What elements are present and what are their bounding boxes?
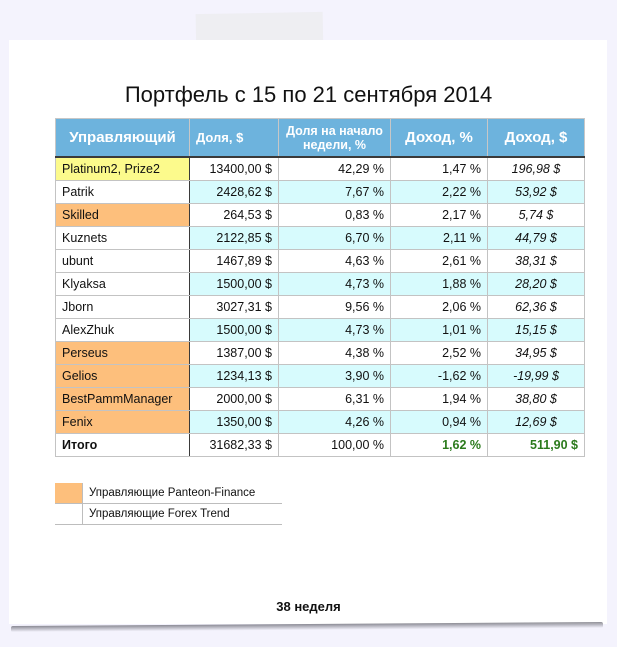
cell-income-usd: 53,92 $ [488,181,585,204]
cell-manager: Perseus [56,342,190,365]
cell-income-usd: 5,74 $ [488,204,585,227]
week-label: 38 неделя [276,599,341,614]
table-row [56,157,585,181]
cell-income-usd: 38,31 $ [488,250,585,273]
total-label: Итого [56,434,190,457]
cell-share: 13400,00 $ [190,157,279,181]
cell-share: 1350,00 $ [190,411,279,434]
cell-manager: Platinum2, Prize2 [56,157,190,181]
table-row [56,365,585,388]
total-share: 31682,33 $ [190,434,279,457]
cell-income-usd: 62,36 $ [488,296,585,319]
total-income-usd: 511,90 $ [488,434,585,457]
cell-income-usd: 28,20 $ [488,273,585,296]
cell-income-pct: 2,52 % [391,342,488,365]
cell-manager: BestPammManager [56,388,190,411]
cell-manager: Patrik [56,181,190,204]
cell-share: 2428,62 $ [190,181,279,204]
cell-manager: Klyaksa [56,273,190,296]
cell-income-pct: 1,47 % [391,157,488,181]
legend-label: Управляющие Forex Trend [83,504,283,525]
portfolio-table [55,118,585,457]
cell-share-start: 7,67 % [279,181,391,204]
total-row [56,434,585,457]
header-income-usd: Доход, $ [488,119,585,158]
cell-income-usd: 38,80 $ [488,388,585,411]
cell-income-pct: 1,01 % [391,319,488,342]
cell-share: 3027,31 $ [190,296,279,319]
cell-income-pct: 2,11 % [391,227,488,250]
table-row [56,388,585,411]
cell-share-start: 0,83 % [279,204,391,227]
cell-share: 1234,13 $ [190,365,279,388]
table-row [56,227,585,250]
legend-swatch-orange [55,483,83,504]
total-income-pct: 1,62 % [391,434,488,457]
cell-manager: Kuznets [56,227,190,250]
cell-income-pct: -1,62 % [391,365,488,388]
cell-share-start: 42,29 % [279,157,391,181]
table-row [56,181,585,204]
cell-share: 2000,00 $ [190,388,279,411]
cell-share-start: 6,31 % [279,388,391,411]
legend-item-forex [55,504,282,525]
cell-share: 264,53 $ [190,204,279,227]
cell-share: 1467,89 $ [190,250,279,273]
page-title: Портфель с 15 по 21 сентября 2014 [124,82,493,107]
table-row [56,411,585,434]
cell-income-pct: 2,06 % [391,296,488,319]
cell-share: 1500,00 $ [190,319,279,342]
cell-share-start: 3,90 % [279,365,391,388]
cell-manager: Jborn [56,296,190,319]
legend-item-panteon [55,483,282,504]
cell-share: 1387,00 $ [190,342,279,365]
cell-manager: Gelios [56,365,190,388]
header-share: Доля, $ [190,119,279,158]
legend-swatch-white [55,504,83,525]
cell-manager: Skilled [56,204,190,227]
cell-income-usd: 12,69 $ [488,411,585,434]
cell-share-start: 4,73 % [279,273,391,296]
total-share-start: 100,00 % [279,434,391,457]
cell-share-start: 4,73 % [279,319,391,342]
header-manager: Управляющий [56,119,190,158]
cell-income-pct: 2,22 % [391,181,488,204]
cell-manager: AlexZhuk [56,319,190,342]
cell-income-usd: 15,15 $ [488,319,585,342]
cell-income-pct: 1,88 % [391,273,488,296]
legend [55,483,282,525]
table-row [56,342,585,365]
table-row [56,319,585,342]
table-row [56,204,585,227]
cell-share-start: 4,38 % [279,342,391,365]
cell-manager: Fenix [56,411,190,434]
cell-income-usd: 196,98 $ [488,157,585,181]
cell-share-start: 9,56 % [279,296,391,319]
cell-income-usd: 34,95 $ [488,342,585,365]
table-row [56,250,585,273]
table-row [56,273,585,296]
header-share-start: Доля на начало недели, % [279,119,391,158]
cell-share-start: 4,26 % [279,411,391,434]
cell-income-usd: 44,79 $ [488,227,585,250]
cell-income-pct: 2,17 % [391,204,488,227]
header-income-pct: Доход, % [391,119,488,158]
table-row [56,296,585,319]
cell-share-start: 6,70 % [279,227,391,250]
table-header-row [56,119,585,158]
cell-income-pct: 0,94 % [391,411,488,434]
cell-income-pct: 1,94 % [391,388,488,411]
cell-income-usd: -19,99 $ [488,365,585,388]
cell-income-pct: 2,61 % [391,250,488,273]
cell-share-start: 4,63 % [279,250,391,273]
cell-manager: ubunt [56,250,190,273]
cell-share: 2122,85 $ [190,227,279,250]
cell-share: 1500,00 $ [190,273,279,296]
legend-label: Управляющие Panteon-Finance [83,483,283,504]
